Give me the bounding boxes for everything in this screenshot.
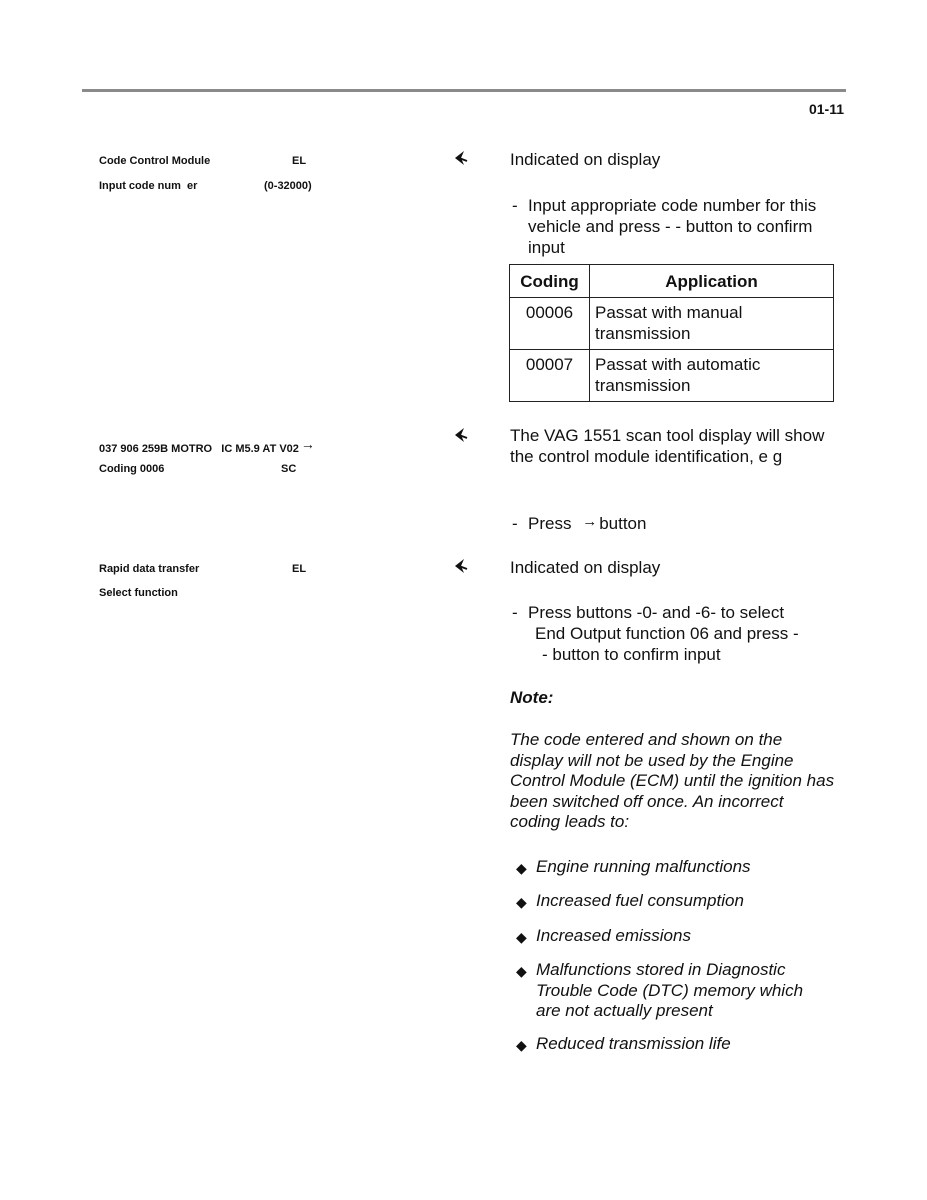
indicated-text: Indicated on display bbox=[510, 558, 661, 577]
list-item-text: Engine running malfunctions bbox=[536, 857, 751, 876]
note-body: The code entered and shown on the display will not be used by the Engine Control Module (ECM) until the ignition has been switched off once. An incorrect coding leads to: bbox=[510, 730, 835, 831]
pointer-marker-icon bbox=[453, 427, 469, 443]
table-header-row bbox=[510, 265, 834, 298]
table-cell-application: Passat with manual transmission bbox=[590, 298, 834, 350]
list-item bbox=[516, 891, 816, 912]
page-number: 01-11 bbox=[808, 101, 844, 117]
step-dash: - bbox=[512, 196, 518, 215]
list-item bbox=[516, 1034, 816, 1055]
display-line-text: EL bbox=[292, 155, 307, 167]
diamond-bullet-icon: ◆ bbox=[516, 860, 527, 876]
display-line-text: Rapid data transfer bbox=[99, 563, 200, 575]
step-text-suffix: button bbox=[599, 514, 647, 533]
display-line-text: Code Control Module bbox=[99, 155, 211, 167]
instruction-step bbox=[512, 513, 832, 535]
display-line-text: EL bbox=[292, 563, 307, 575]
step-text bbox=[512, 513, 832, 535]
list-item-text: Increased emissions bbox=[536, 926, 691, 945]
display-line-text bbox=[99, 436, 315, 455]
arrow-right-icon: → bbox=[582, 513, 598, 530]
table-cell-code: 00007 bbox=[510, 350, 590, 402]
list-item-text: Malfunctions stored in Diagnostic Trouble Code (DTC) memory which are not actually present bbox=[536, 960, 804, 1020]
note-title: Note: bbox=[510, 688, 554, 707]
header-rule bbox=[82, 89, 846, 92]
list-item-text: Reduced transmission life bbox=[536, 1034, 731, 1053]
step-text-line: - button to confirm input bbox=[542, 645, 721, 664]
table-row bbox=[510, 350, 834, 402]
table-header: Coding bbox=[510, 265, 590, 298]
table-row bbox=[510, 298, 834, 350]
step-text-line: End Output function 06 and press - bbox=[535, 624, 799, 643]
instruction-step bbox=[512, 195, 832, 258]
display-line-text: Input code num er bbox=[99, 180, 198, 192]
display-line-text: SC bbox=[281, 463, 297, 475]
step-dash: - bbox=[512, 514, 518, 533]
list-item bbox=[516, 926, 816, 947]
step-text-line: Press buttons -0- and -6- to select bbox=[528, 603, 785, 622]
diamond-bullet-icon: ◆ bbox=[516, 894, 527, 910]
arrow-right-icon: → bbox=[300, 436, 315, 452]
display-line-text: Select function bbox=[99, 587, 178, 599]
list-item bbox=[516, 857, 816, 878]
step-dash: - bbox=[512, 603, 518, 622]
pointer-marker-icon bbox=[453, 150, 469, 166]
diamond-bullet-icon: ◆ bbox=[516, 1037, 527, 1053]
diamond-bullet-icon: ◆ bbox=[516, 929, 527, 945]
step-text: Input appropriate code number for this vehicle and press - - button to confirm input bbox=[528, 196, 817, 257]
table-header: Application bbox=[590, 265, 834, 298]
coding-table bbox=[509, 264, 834, 402]
display-line-text: (0-32000) bbox=[264, 180, 312, 192]
step-text-prefix: Press bbox=[528, 514, 577, 533]
list-item-text: Increased fuel consumption bbox=[536, 891, 744, 910]
instruction-step bbox=[512, 602, 832, 665]
identification-text: The VAG 1551 scan tool display will show the control module identification, e g bbox=[510, 426, 825, 466]
display-id-text: 037 906 259B MOTRO IC M5.9 AT V02 bbox=[99, 443, 299, 455]
display-line-text: Coding 0006 bbox=[99, 463, 165, 475]
table-cell-application: Passat with automatic transmission bbox=[590, 350, 834, 402]
list-item bbox=[516, 960, 816, 1022]
indicated-text: Indicated on display bbox=[510, 150, 661, 169]
pointer-marker-icon bbox=[453, 558, 469, 574]
diamond-bullet-icon: ◆ bbox=[516, 963, 527, 979]
table-cell-code: 00006 bbox=[510, 298, 590, 350]
